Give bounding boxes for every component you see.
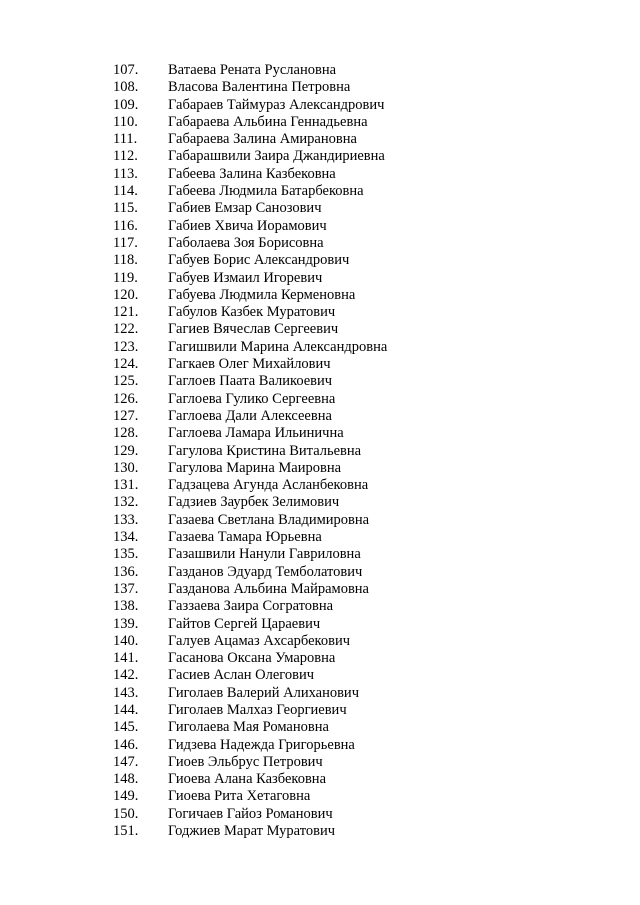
list-item-number: 118.	[113, 252, 138, 269]
list-item-name: Гайтов Сергей Цараевич	[168, 615, 321, 632]
list-item-name: Гасанова Оксана Умаровна	[168, 650, 336, 667]
list-item	[113, 616, 387, 633]
list-item	[113, 304, 387, 321]
list-item	[113, 97, 387, 114]
list-item-number: 114.	[113, 183, 138, 200]
list-item	[113, 823, 387, 840]
list-item-name: Газданов Эдуард Темболатович	[168, 563, 363, 580]
list-item-number: 120.	[113, 286, 139, 303]
list-item-name: Габараев Таймураз Александрович	[168, 96, 385, 113]
list-item-name: Газаева Тамара Юрьевна	[168, 529, 322, 546]
list-item-name: Габиев Емзар Санозович	[168, 200, 322, 217]
list-item-number: 134.	[113, 529, 139, 546]
name-list	[113, 62, 387, 840]
list-item-number: 123.	[113, 338, 139, 355]
list-item	[113, 719, 387, 736]
list-item	[113, 788, 387, 805]
list-item	[113, 373, 387, 390]
list-item-name: Гадзацева Агунда Асланбековна	[168, 477, 369, 494]
list-item-name: Гадзиев Заурбек Зелимович	[168, 494, 340, 511]
list-item	[113, 754, 387, 771]
list-item-number: 142.	[113, 667, 139, 684]
list-item-number: 144.	[113, 701, 139, 718]
list-item-number: 110.	[113, 113, 138, 130]
list-item-name: Габарашвили Заира Джандириевна	[168, 148, 385, 165]
list-item	[113, 702, 387, 719]
list-item-name: Гиоева Алана Казбековна	[168, 771, 326, 788]
list-item-name: Габараева Залина Амирановна	[168, 131, 357, 148]
list-item-number: 127.	[113, 407, 139, 424]
list-item-name: Гаглоева Дали Алексеевна	[168, 407, 332, 424]
list-item-number: 122.	[113, 321, 139, 338]
list-item-name: Гиголаева Мая Романовна	[168, 719, 329, 736]
list-item	[113, 287, 387, 304]
list-item-name: Гаглоев Паата Валикоевич	[168, 373, 333, 390]
list-item-number: 136.	[113, 563, 139, 580]
list-item-name: Гаглоева Ламара Ильинична	[168, 425, 344, 442]
list-item	[113, 806, 387, 823]
list-item-name: Габуев Борис Александрович	[168, 252, 350, 269]
list-item-name: Гогичаев Гайоз Романович	[168, 805, 333, 822]
list-item-number: 113.	[113, 165, 138, 182]
list-item	[113, 529, 387, 546]
list-item-name: Габулов Казбек Муратович	[168, 304, 336, 321]
list-item-name: Гагиев Вячеслав Сергеевич	[168, 321, 339, 338]
list-item-name: Газданова Альбина Майрамовна	[168, 580, 369, 597]
list-item-number: 143.	[113, 684, 139, 701]
list-item-number: 111.	[113, 131, 138, 148]
list-item-number: 132.	[113, 494, 139, 511]
list-item	[113, 62, 387, 79]
list-item-name: Гасиев Аслан Олегович	[168, 667, 315, 684]
list-item-name: Габараева Альбина Геннадьевна	[168, 113, 368, 130]
list-item-name: Газзаева Заира Согратовна	[168, 598, 334, 615]
list-item-number: 116.	[113, 217, 138, 234]
list-item-name: Гагулова Кристина Витальевна	[168, 442, 362, 459]
list-item	[113, 494, 387, 511]
list-item-name: Гиголаев Малхаз Георгиевич	[168, 701, 347, 718]
list-item-name: Газашвили Нанули Гавриловна	[168, 546, 361, 563]
list-item	[113, 391, 387, 408]
list-item-name: Гиголаев Валерий Алиханович	[168, 684, 359, 701]
list-item-number: 151.	[113, 823, 139, 840]
list-item-number: 148.	[113, 771, 139, 788]
list-item	[113, 79, 387, 96]
list-item-number: 146.	[113, 736, 139, 753]
list-item-name: Газаева Светлана Владимировна	[168, 511, 370, 528]
list-item-number: 130.	[113, 459, 139, 476]
list-item-number: 139.	[113, 615, 139, 632]
list-item-number: 138.	[113, 598, 139, 615]
list-item	[113, 685, 387, 702]
list-item-number: 117.	[113, 234, 138, 251]
list-item	[113, 408, 387, 425]
list-item-number: 137.	[113, 580, 139, 597]
list-item-number: 141.	[113, 650, 139, 667]
list-item	[113, 460, 387, 477]
list-item-name: Габиев Хвича Иорамович	[168, 217, 327, 234]
list-item	[113, 564, 387, 581]
list-item	[113, 425, 387, 442]
list-item-name: Галуев Ацамаз Ахсарбекович	[168, 632, 351, 649]
list-item-name: Годжиев Марат Муратович	[168, 823, 335, 840]
list-item-number: 126.	[113, 390, 139, 407]
list-item	[113, 148, 387, 165]
list-item	[113, 443, 387, 460]
list-item	[113, 356, 387, 373]
list-item	[113, 737, 387, 754]
list-item-number: 124.	[113, 356, 139, 373]
list-item	[113, 512, 387, 529]
list-item	[113, 321, 387, 338]
list-item	[113, 581, 387, 598]
list-item-name: Гиоева Рита Хетаговна	[168, 788, 311, 805]
list-item-name: Габолаева Зоя Борисовна	[168, 234, 324, 251]
list-item-name: Ватаева Рената Руслановна	[168, 62, 337, 78]
list-item-name: Гиоев Эльбрус Петрович	[168, 753, 323, 770]
list-item-name: Гагишвили Марина Александровна	[168, 338, 388, 355]
list-item-number: 115.	[113, 200, 138, 217]
list-item-name: Габеева Залина Казбековна	[168, 165, 336, 182]
list-item	[113, 114, 387, 131]
list-item	[113, 235, 387, 252]
list-item	[113, 477, 387, 494]
list-item-name: Власова Валентина Петровна	[168, 79, 351, 96]
list-item-number: 147.	[113, 753, 139, 770]
list-item	[113, 667, 387, 684]
list-item	[113, 771, 387, 788]
list-item-number: 109.	[113, 96, 139, 113]
list-item-number: 140.	[113, 632, 139, 649]
list-item-number: 131.	[113, 477, 139, 494]
list-item-name: Гидзева Надежда Григорьевна	[168, 736, 355, 753]
list-item	[113, 200, 387, 217]
list-item-name: Гаглоева Гулико Сергеевна	[168, 390, 336, 407]
list-item	[113, 598, 387, 615]
list-item-number: 107.	[113, 62, 139, 78]
list-item	[113, 166, 387, 183]
list-item	[113, 633, 387, 650]
list-item-number: 145.	[113, 719, 139, 736]
list-item-number: 150.	[113, 805, 139, 822]
list-item-number: 119.	[113, 269, 138, 286]
list-item-name: Гагулова Марина Маировна	[168, 459, 342, 476]
list-item	[113, 339, 387, 356]
list-item-number: 121.	[113, 304, 139, 321]
list-item-name: Габуева Людмила Керменовна	[168, 286, 356, 303]
list-item-number: 129.	[113, 442, 139, 459]
list-item	[113, 131, 387, 148]
list-item	[113, 183, 387, 200]
list-item-number: 135.	[113, 546, 139, 563]
list-item-name: Габеева Людмила Батарбековна	[168, 183, 364, 200]
list-item	[113, 650, 387, 667]
list-item-number: 125.	[113, 373, 139, 390]
list-item	[113, 252, 387, 269]
list-item-number: 133.	[113, 511, 139, 528]
list-item-number: 108.	[113, 79, 139, 96]
list-item	[113, 270, 387, 287]
list-item	[113, 218, 387, 235]
list-item-number: 128.	[113, 425, 139, 442]
list-item	[113, 546, 387, 563]
list-item-number: 112.	[113, 148, 138, 165]
list-item-name: Габуев Измаил Игоревич	[168, 269, 323, 286]
list-item-number: 149.	[113, 788, 139, 805]
list-item-name: Гагкаев Олег Михайлович	[168, 356, 331, 373]
